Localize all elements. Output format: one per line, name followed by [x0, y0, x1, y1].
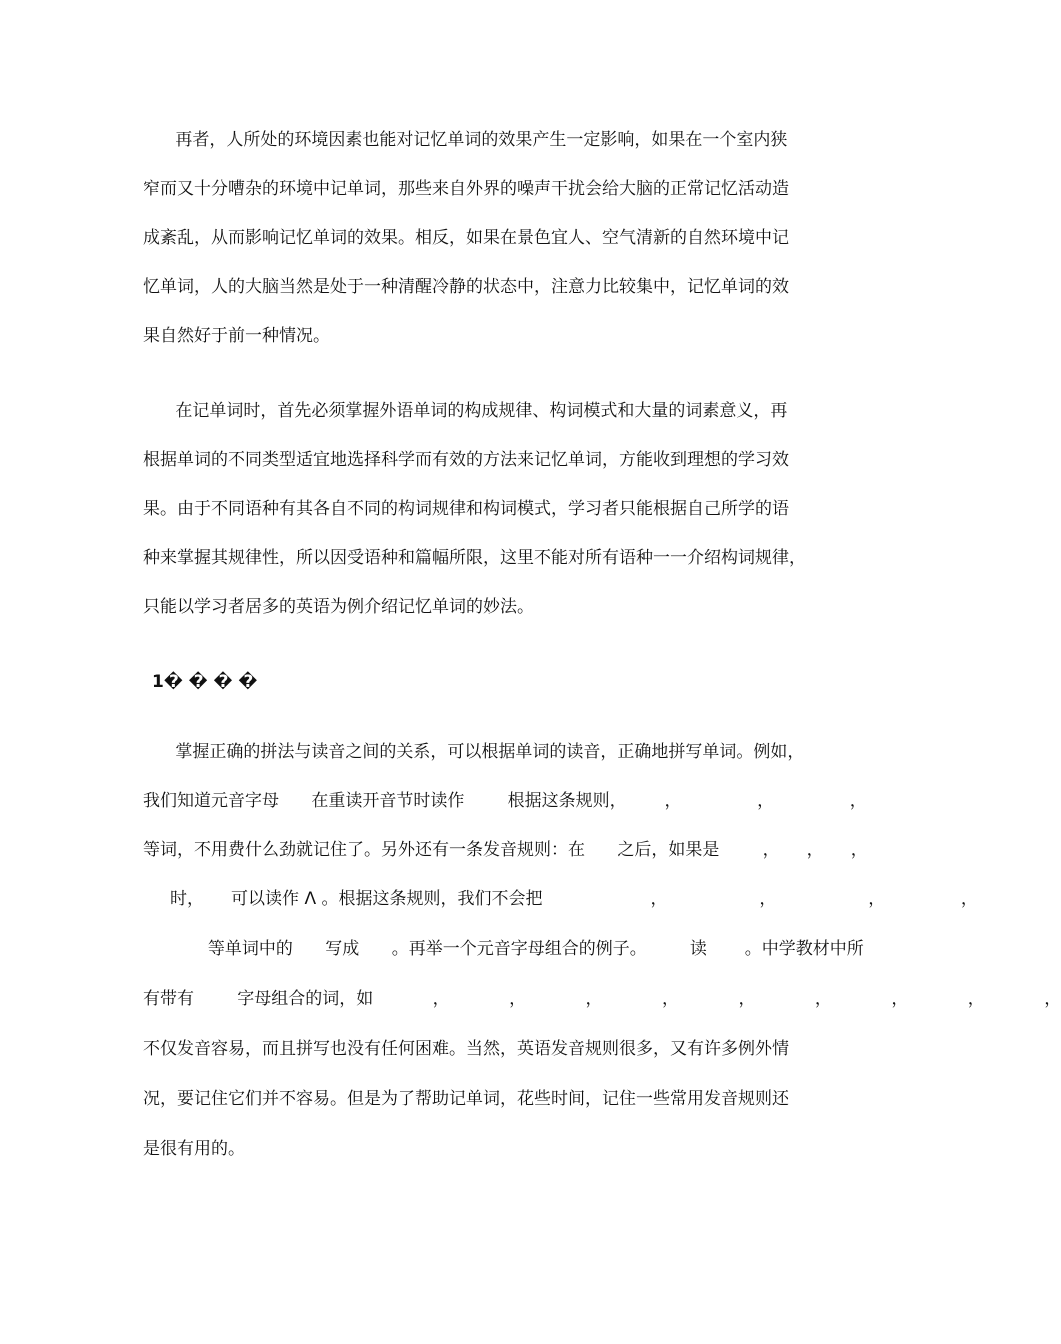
paragraph-1-line-1: 再者，人所处的环境因素也能对记忆单词的效果产生一定影响，如果在一个室内狭 [143, 130, 788, 150]
paragraph-3-line-5: 等单词中的 写成 。再举一个元音字母组合的例子。 读 。中学教材中所 [143, 939, 864, 959]
paragraph-2-line-4: 种来掌握其规律性，所以因受语种和篇幅所限，这里不能对所有语种一一介绍构词规律， [143, 548, 806, 568]
paragraph-3-line-3: 等词，不用费什么劲就记住了。另外还有一条发音规则：在 之后，如果是 ， ， ， [143, 840, 868, 860]
paragraph-3-line-7: 不仅发音容易，而且拼写也没有任何困难。当然，英语发音规则很多，又有许多例外情 [143, 1039, 789, 1059]
section-heading: 1� � � � [152, 672, 258, 692]
paragraph-2-line-3: 果。由于不同语种有其各自不同的构词规律和构词模式，学习者只能根据自己所学的语 [143, 499, 789, 519]
paragraph-3-line-8: 况，要记住它们并不容易。但是为了帮助记单词，花些时间，记住一些常用发音规则还 [143, 1089, 789, 1109]
paragraph-3-line-9: 是很有用的。 [143, 1139, 245, 1159]
paragraph-3-line-1: 掌握正确的拼法与读音之间的关系，可以根据单词的读音，正确地拼写单词。例如， [143, 742, 805, 762]
paragraph-3-line-6: 有带有 字母组合的词，如 ， ， ， ， ， ， ， ， ， [143, 989, 1061, 1009]
paragraph-1-line-3: 成紊乱，从而影响记忆单词的效果。相反，如果在景色宜人、空气清新的自然环境中记 [143, 228, 789, 248]
paragraph-2-line-5: 只能以学习者居多的英语为例介绍记忆单词的妙法。 [143, 597, 534, 617]
paragraph-3-line-4: 时， 可以读作 Λ 。根据这条规则，我们不会把 ， ， ， ， [143, 889, 978, 909]
paragraph-3-line-2: 我们知道元音字母 在重读开音节时读作 根据这条规则， ， ， ， [143, 791, 867, 811]
paragraph-1-line-2: 窄而又十分嘈杂的环境中记单词，那些来自外界的噪声干扰会给大脑的正常记忆活动造 [143, 179, 789, 199]
paragraph-1-line-5: 果自然好于前一种情况。 [143, 326, 330, 346]
paragraph-2-line-1: 在记单词时，首先必须掌握外语单词的构成规律、构词模式和大量的词素意义，再 [143, 401, 788, 421]
paragraph-1-line-4: 忆单词，人的大脑当然是处于一种清醒冷静的状态中，注意力比较集中，记忆单词的效 [143, 277, 789, 297]
paragraph-2-line-2: 根据单词的不同类型适宜地选择科学而有效的方法来记忆单词，方能收到理想的学习效 [143, 450, 789, 470]
